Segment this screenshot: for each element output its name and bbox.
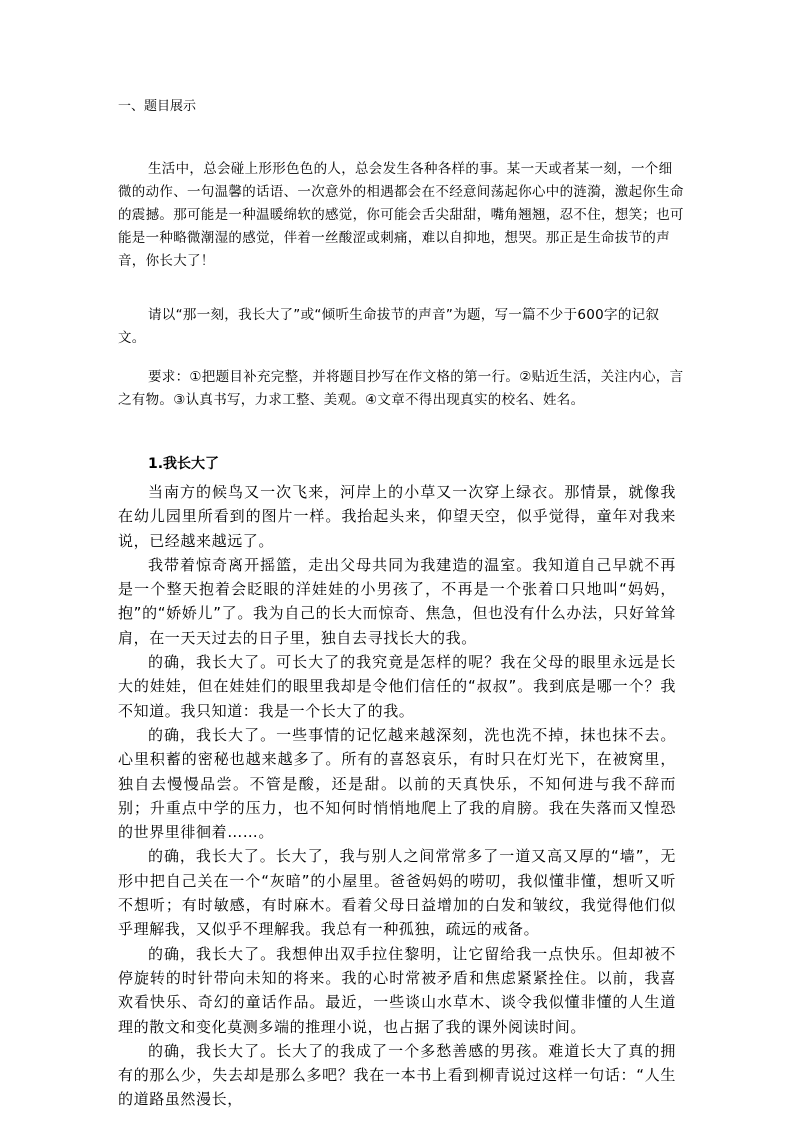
essay-paragraph: 的确，我长大了。长大了，我与别人之间常常多了一道又高又厚的“墙”，无形中把自己关在一个“灰暗”的小屋里。爸爸妈妈的唠叨，我似懂非懂，想听又听不想听；有时敏感，有时麻木。看着父母日益增加的白发和皱纹，我觉得他们似乎理解我，又似乎不理解我。我总有一种孤独，疏远的戒备。 xyxy=(118,847,676,939)
essay-paragraph: 的确，我长大了。可长大了的我究竟是怎样的呢？我在父母的眼里永远是长大的娃娃，但在娃娃们的眼里我却是令他们信任的“叔叔”。我到底是哪一个？我不知道。我只知道：我是一个长大了的我。 xyxy=(118,653,676,720)
section-heading: 一、题目展示 xyxy=(118,99,197,114)
prompt-intro-paragraph: 生活中，总会碰上形形色色的人，总会发生各种各样的事。某一天或者某一刻，一个细微的动作、一句温馨的话语、一次意外的相遇都会在不经意间荡起你心中的涟漪，激起你生命的震撼。那可能是一种温暖绵软的感觉，你可能会舌尖甜甜，嘴角翘翘，忍不住，想笑；也可能是一种略微潮湿的感觉，伴着一丝酸涩或刺痛，难以自抑地，想哭。那正是生命拔节的声音，你长大了！ xyxy=(118,161,684,269)
essay-paragraph: 当南方的候鸟又一次飞来，河岸上的小草又一次穿上绿衣。那情景，就像我在幼儿园里所看到的图片一样。我抬起头来，仰望天空，似乎觉得，童年对我来说，已经越来越远了。 xyxy=(118,483,676,550)
prompt-requirements-paragraph: 要求：①把题目补充完整，并将题目抄写在作文格的第一行。②贴近生活，关注内心，言之有物。③认真书写，力求工整、美观。④文章不得出现真实的校名、姓名。 xyxy=(118,369,684,408)
essay-paragraph: 的确，我长大了。长大了的我成了一个多愁善感的男孩。难道长大了真的拥有的那么少，失去却是那么多吧？我在一本书上看到柳青说过这样一句话：“人生的道路虽然漫长， xyxy=(118,1041,676,1109)
essay-paragraph: 的确，我长大了。一些事情的记忆越来越深刻，洗也洗不掉，抹也抹不去。心里积蓄的密秘也越来越多了。所有的喜怒哀乐，有时只在灯光下，在被窝里，独自去慢慢品尝。不管是酸，还是甜。以前的天真快乐，不知何进与我不辞而别；升重点中学的压力，也不知何时悄悄地爬上了我的肩膀。我在失落而又惶恐的世界里徘徊着……。 xyxy=(118,725,676,842)
prompt-task-paragraph: 请以“那一刻，我长大了”或“倾听生命拔节的声音”为题，写一篇不少于600字的记叙文。 xyxy=(118,307,660,346)
essay-body xyxy=(118,480,676,1112)
essay-paragraph: 我带着惊奇离开摇篮，走出父母共同为我建造的温室。我知道自己早就不再是一个整天抱着会眨眼的洋娃娃的小男孩了，不再是一个张着口只地叫“妈妈，抱”的“娇娇儿”了。我为自己的长大而惊奇、焦急，但也没有什么办法，只好耸耸肩，在一天天过去的日子里，独自去寻找长大的我。 xyxy=(118,555,676,647)
essay-paragraph: 的确，我长大了。我想伸出双手拉住黎明，让它留给我一点快乐。但却被不停旋转的时针带向未知的将来。我的心时常被矛盾和焦虑紧紧拴住。以前，我喜欢看快乐、奇幻的童话作品。最近，一些谈山水草木、谈令我似懂非懂的人生道理的散文和变化莫测多端的推理小说，也占据了我的课外阅读时间。 xyxy=(118,944,676,1036)
essay-title: 1.我长大了 xyxy=(148,456,220,472)
